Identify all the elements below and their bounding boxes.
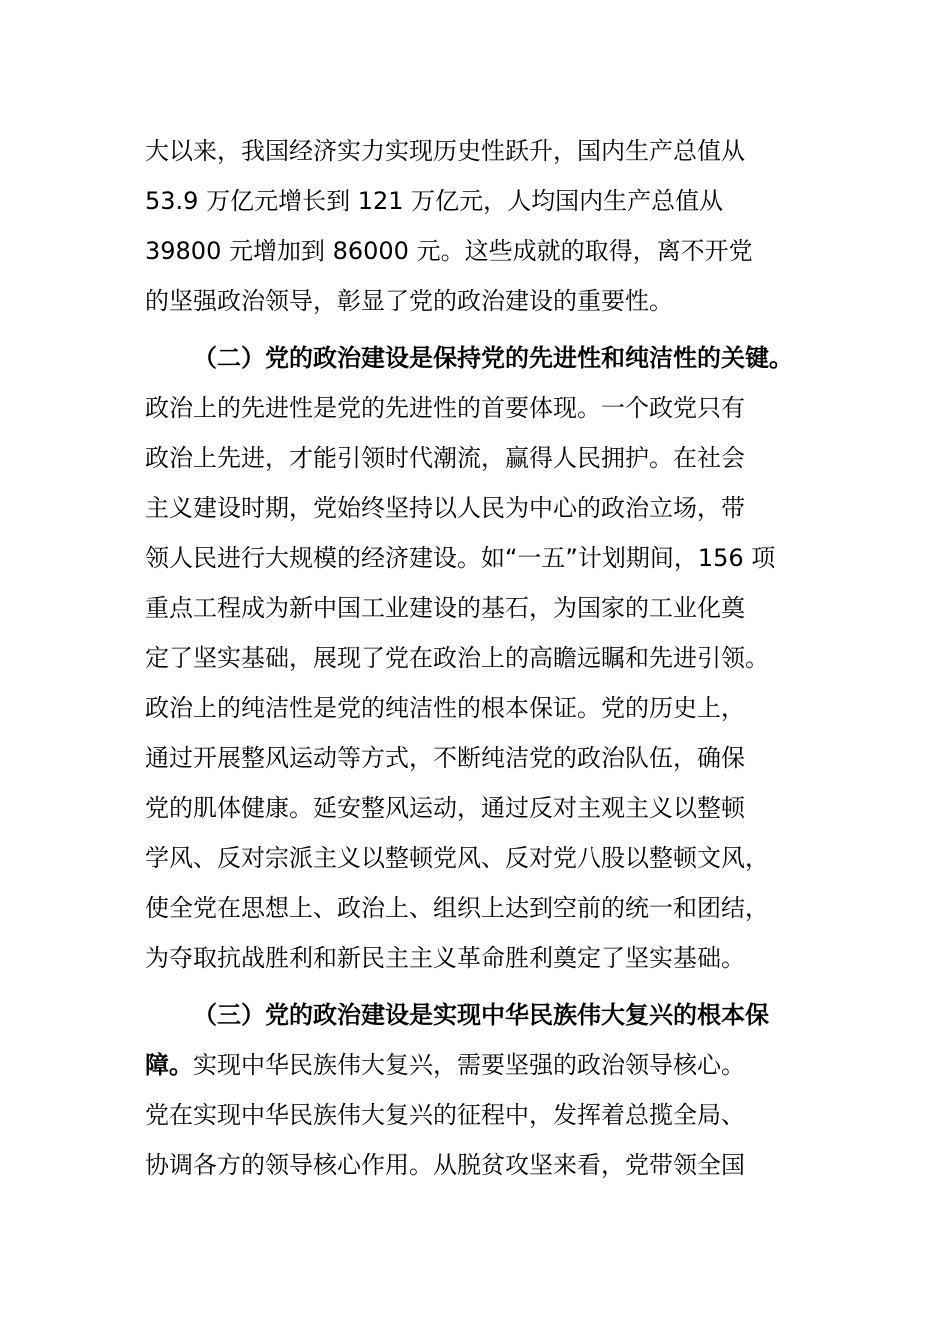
text-line: 定了坚实基础，展现了党在政治上的高瞻远瞩和先进引领。 (145, 644, 769, 672)
text-line: 政治上先进，才能引领时代潮流，赢得人民拥护。在社会 (145, 444, 745, 472)
text-line: 为夺取抗战胜利和新民主主义革命胜利奠定了坚实基础。 (145, 944, 745, 972)
section-heading-2: （二）党的政治建设是保持党的先进性和纯洁性的关键。 (193, 344, 793, 372)
text-line: 39800 元增加到 86000 元。这些成就的取得，离不开党 (145, 237, 753, 265)
text-line: 的坚强政治领导，彰显了党的政治建设的重要性。 (145, 287, 673, 315)
text-line: 党在实现中华民族伟大复兴的征程中，发挥着总揽全局、 (145, 1101, 745, 1129)
text-line: 大以来，我国经济实力实现历史性跃升，国内生产总值从 (145, 137, 745, 165)
text-line: 党的肌体健康。延安整风运动，通过反对主观主义以整顿 (145, 794, 745, 822)
text-line (145, 1050, 745, 1080)
text-line: 53.9 万亿元增长到 121 万亿元，人均国内生产总值从 (145, 187, 724, 215)
text-line: 协调各方的领导核心作用。从脱贫攻坚来看，党带领全国 (145, 1151, 745, 1179)
text-line: 通过开展整风运动等方式，不断纯洁党的政治队伍，确保 (145, 744, 745, 772)
text-line: 重点工程成为新中国工业建设的基石，为国家的工业化奠 (145, 594, 745, 622)
text-line: 使全党在思想上、政治上、组织上达到空前的统一和团结， (145, 894, 769, 922)
text-line: 政治上的纯洁性是党的纯洁性的根本保证。党的历史上， (145, 694, 745, 722)
text-line: 学风、反对宗派主义以整顿党风、反对党八股以整顿文风， (145, 844, 769, 872)
text-line: 领人民进行大规模的经济建设。如“一五”计划期间，156 项 (145, 544, 776, 572)
section-heading-3: （三）党的政治建设是实现中华民族伟大复兴的根本保 (193, 1001, 769, 1029)
section-heading-3-end: 障。 (145, 1051, 193, 1079)
text-line: 政治上的先进性是党的先进性的首要体现。一个政党只有 (145, 394, 745, 422)
text-line: 主义建设时期，党始终坚持以人民为中心的政治立场，带 (145, 494, 745, 522)
text-line-rest: 实现中华民族伟大复兴，需要坚强的政治领导核心。 (193, 1051, 745, 1079)
